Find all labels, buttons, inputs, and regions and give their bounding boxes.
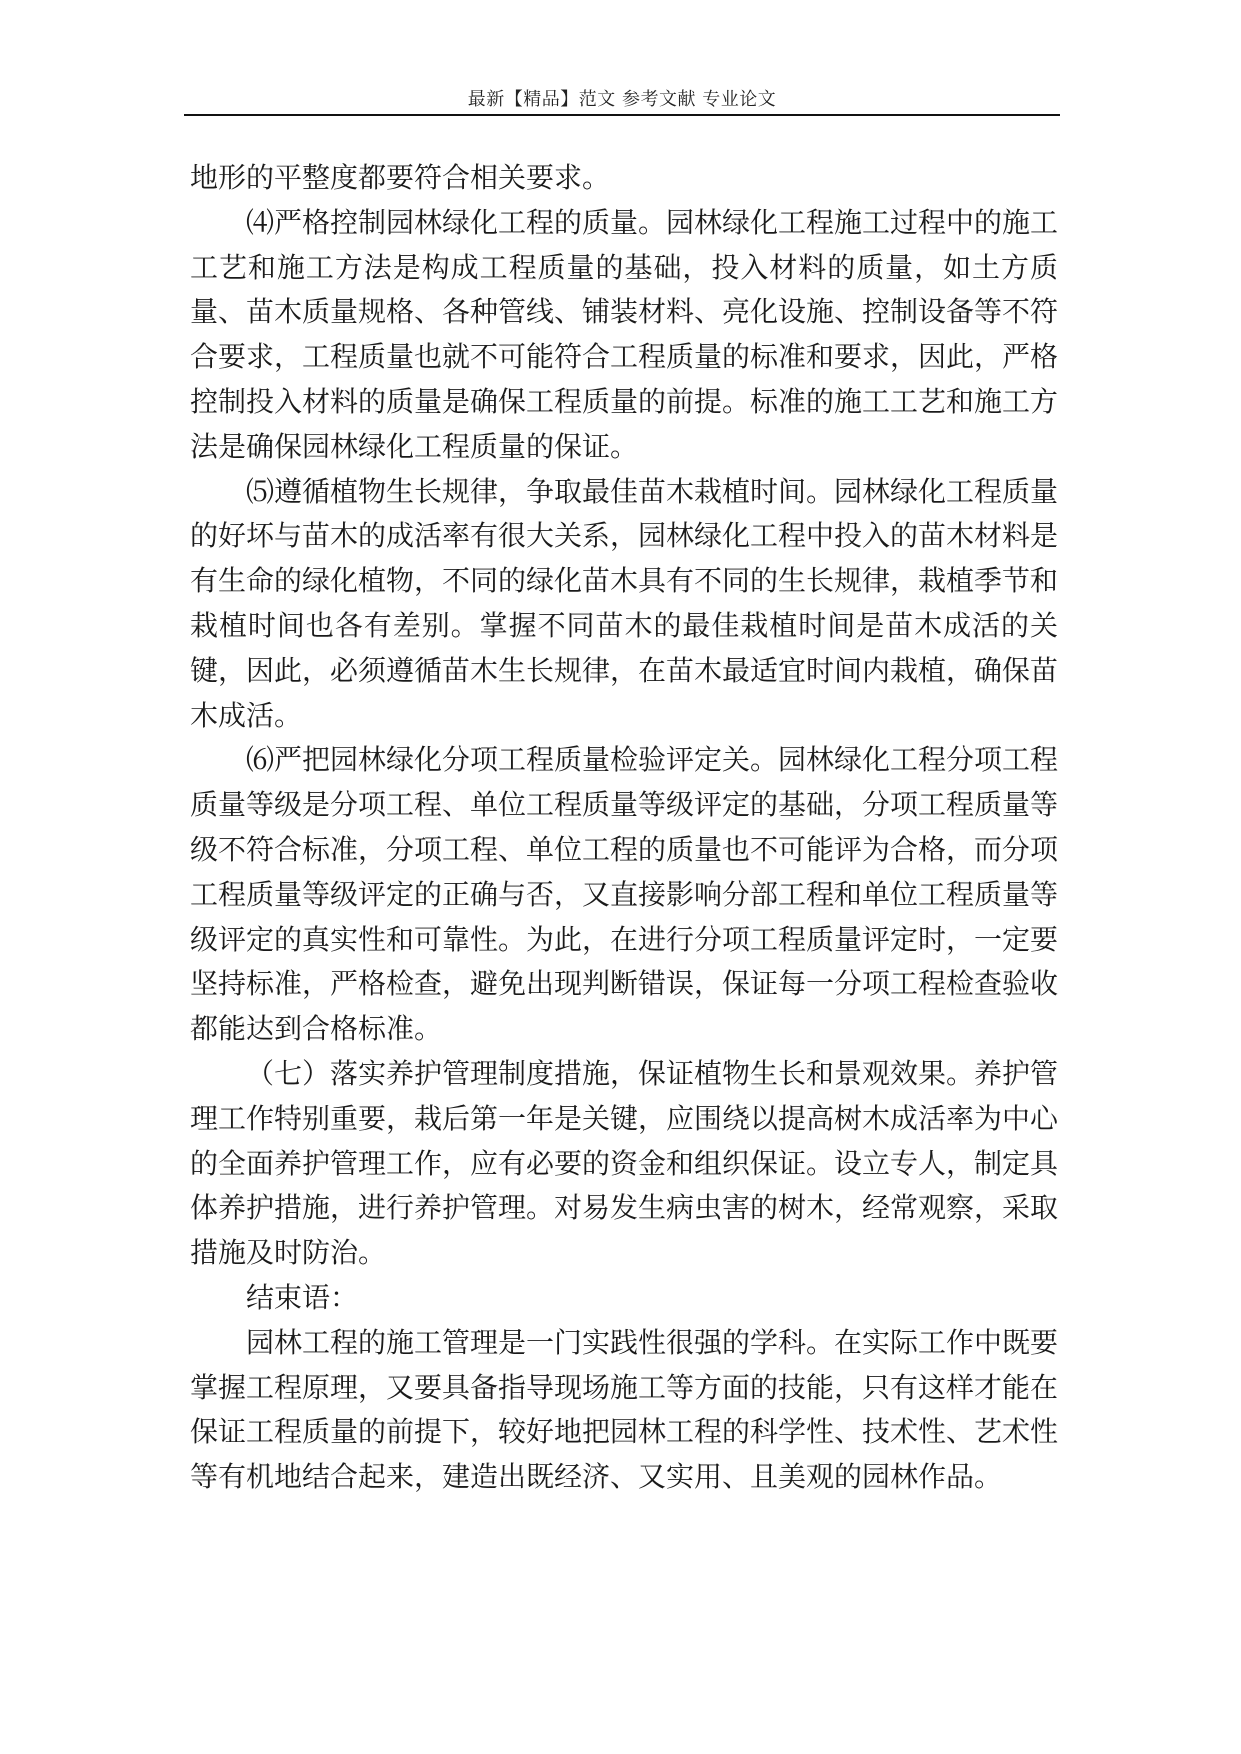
document-body: [190, 156, 1058, 1500]
conclusion-heading: 结束语：: [246, 1280, 359, 1314]
paragraph-item-5-planting-time: ⑸遵循植物生长规律，争取最佳苗木栽植时间。园林绿化工程质量的好坏与苗木的成活率有很大关系，园林绿化工程中投入的苗木材料是有生命的绿化植物，不同的绿化苗木具有不同的生长规律，栽植季节和栽植时间也各有差别。掌握不同苗木的最佳栽植时间是苗木成活的关键，因此，必须遵循苗木生长规律，在苗木最适宜时间内栽植，确保苗木成活。: [190, 474, 1059, 732]
paragraph-conclusion: 园林工程的施工管理是一门实践性很强的学科。在实际工作中既要掌握工程原理，又要具备指导现场施工等方面的技能，只有这样才能在保证工程质量的前提下，较好地把园林工程的科学性、技术性、艺术性等有机地结合起来，建造出既经济、又实用、且美观的园林作品。: [190, 1325, 1059, 1494]
paragraph-item-4-quality-control: ⑷严格控制园林绿化工程的质量。园林绿化工程施工过程中的施工工艺和施工方法是构成工程质量的基础，投入材料的质量，如土方质量、苗木质量规格、各种管线、铺装材料、亮化设施、控制设备等不符合要求，工程质量也就不可能符合工程质量的标准和要求，因此，严格控制投入材料的质量是确保工程质量的前提。标准的施工工艺和施工方法是确保园林绿化工程质量的保证。: [190, 205, 1059, 463]
header-divider: [184, 114, 1060, 116]
paragraph-section-7-maintenance: （七）落实养护管理制度措施，保证植物生长和景观效果。养护管理工作特别重要，栽后第一年是关键，应围绕以提高树木成活率为中心的全面养护管理工作，应有必要的资金和组织保证。设立专人，制定具体养护措施，进行养护管理。对易发生病虫害的树木，经常观察，采取措施及时防治。: [190, 1056, 1059, 1270]
paragraph-item-6-inspection: ⑹严把园林绿化分项工程质量检验评定关。园林绿化工程分项工程质量等级是分项工程、单位工程质量等级评定的基础，分项工程质量等级不符合标准，分项工程、单位工程的质量也不可能评为合格，而分项工程质量等级评定的正确与否，又直接影响分部工程和单位工程质量等级评定的真实性和可靠性。为此，在进行分项工程质量评定时，一定要坚持标准，严格检查，避免出现判断错误，保证每一分项工程检查验收都能达到合格标准。: [190, 743, 1059, 1046]
page-header: 最新【精品】范文 参考文献 专业论文: [467, 89, 777, 110]
paragraph-continuation: 地形的平整度都要符合相关要求。: [190, 161, 611, 194]
